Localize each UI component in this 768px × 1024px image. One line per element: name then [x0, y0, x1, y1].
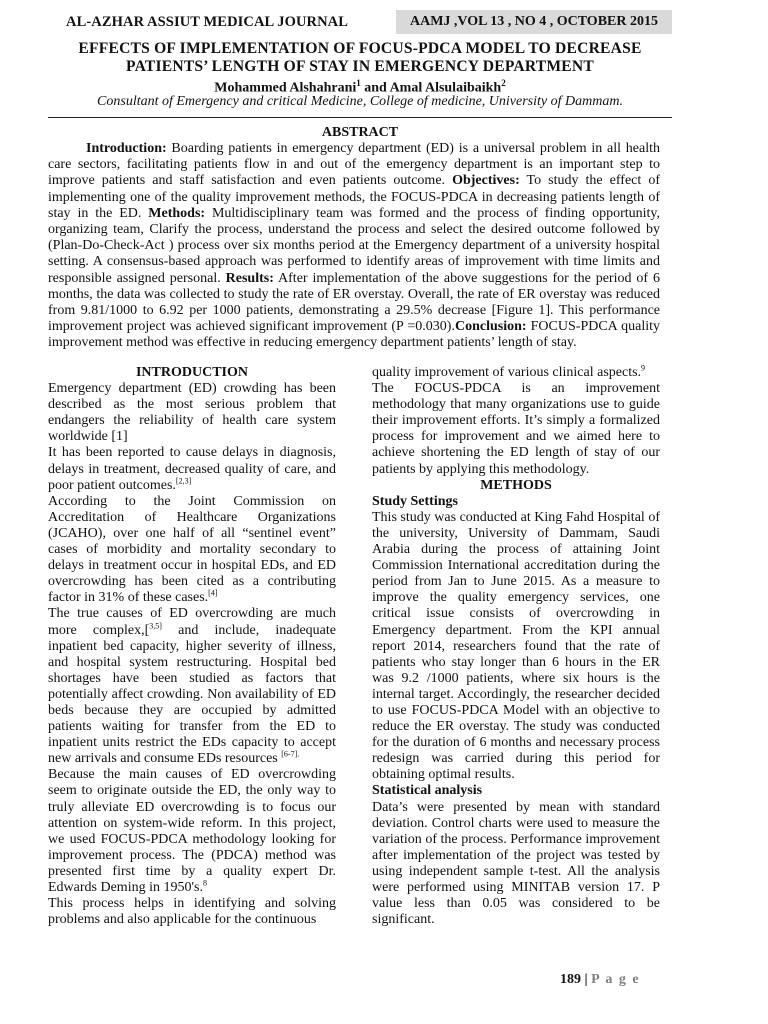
- abstract-results-text: After implementation of the above suggestions for the period of 6 months, the data was collected to study the rate of ER overstay. Overall, the rate of ER overstay was reduced from 9.81/1000 to 6.92 per 1000 patients, demonstrating a 29.5% decrease [Figure 1]. This performance improvement project was achieved significant improvement (P =0.030).: [48, 270, 660, 335]
- footer-separator: |: [581, 972, 592, 987]
- intro-continued-paragraph: [372, 365, 660, 381]
- issue-info: AAMJ ,VOL 13 , NO 4 , OCTOBER 2015: [396, 10, 672, 34]
- intro-paragraph-6: This process helps in identifying and solving problems and also applicable for the continuous: [48, 896, 336, 928]
- intro-paragraph-5-text: Because the main causes of ED overcrowding seem to originate outside the ED, the only way to truly alleviate ED overcrowding is to focus our attention on system-wide reform. In this project, we used FOCUS-PDCA methodology looking for improvement process. The (PDCA) method was presented first time by a quality expert Dr. Edwards Deming in 1950's.: [48, 767, 336, 895]
- abstract-conclusion-text: FOCUS-PDCA quality improvement method was effective in reducing emergency department patients’ length of stay.: [48, 319, 660, 351]
- abstract-methods-label: Methods:: [148, 205, 206, 221]
- journal-name: AL-AZHAR ASSIUT MEDICAL JOURNAL: [66, 14, 349, 30]
- statistical-analysis-heading: Statistical analysis: [372, 783, 483, 799]
- statistical-analysis-paragraph: Data’s were presented by mean with standard deviation. Control charts were used to measure the variation of the process. Performance improvement after implementation of the project was tested by using independent sample t-test. All the analysis were performed using MINITAB version 17. P value less than 0.05 was considered to be significant.: [372, 799, 660, 928]
- intro-paragraph-1: Emergency department (ED) crowding has been described as the most serious problem that endangers the reliability of health care system worldwide [1]: [48, 381, 336, 445]
- page-label: P a g e: [591, 972, 641, 987]
- study-settings-heading: Study Settings: [372, 493, 458, 509]
- title-line-1: EFFECTS OF IMPLEMENTATION OF FOCUS-PDCA MODEL TO DECREASE: [78, 40, 642, 57]
- intro-paragraph-4-text-a: The true causes of ED overcrowding are much more complex,[: [48, 606, 336, 638]
- page-footer: [560, 972, 680, 988]
- left-column: [48, 365, 336, 928]
- abstract-objectives-text: To study the effect of implementing one of the quality improvement methods, the FOCUS-PDCA in decreasing patients length of stay in the ED.: [48, 173, 660, 221]
- affiliation: Consultant of Emergency and critical Medicine, College of medicine, University of Dammam.: [97, 94, 623, 109]
- citation-3-5: 3,5]: [149, 620, 162, 630]
- intro-paragraph-3-text: According to the Joint Commission on Accreditation of Healthcare Organizations (JCAHO), over one half of all “sentinel event” cases of morbidity and mortality secondary to delays in treatment occur in hospital EDs, and ED overcrowding has been cited as a contributing factor in 31% of these cases.: [48, 493, 336, 606]
- abstract-heading: ABSTRACT: [321, 125, 399, 140]
- intro-paragraph-2-text: It has been reported to cause delays in diagnosis, delays in treatment, decreased quality of care, and poor patient outcomes.: [48, 445, 336, 493]
- citation-9: 9: [641, 363, 646, 373]
- abstract-methods-text: Multidisciplinary team was formed and the process of finding opportunity, organizing team, Clarify the process, understand the process and select the desired outcome followed by (Plan-Do-Check-Act ) process over six months period at the Emergency department of a university hospital setting. A consensus-based approach was performed to identify areas of improvement with time limits and responsible assigned personal.: [48, 205, 660, 286]
- header-divider: [48, 117, 672, 118]
- intro-continued-text: quality improvement of various clinical aspects.: [372, 365, 642, 380]
- study-settings-paragraph: This study was conducted at King Fahd Hospital of the university, University of Dammam, Saudi Arabia during the process of attaining Joint Commission International accreditation during the period from Jan to June 2015. As a measure to improve the quality emergency services, one critical issue consists of overcrowding in Emergency department. From the KPI annual report 2014, researchers found that the rate of patients who stay longer than 6 hours in the ER was 9.2 /1000 patients, where six hours is the internal target. Accordingly, the researcher decided to use FOCUS-PDCA Model with an objective to reduce the ER overstay. The study was conducted for the duration of 6 months and necessary process redesign was carried during this period for obtaining optimal results.: [372, 509, 660, 783]
- introduction-heading: INTRODUCTION: [135, 365, 248, 380]
- citation-4: [4]: [208, 588, 218, 598]
- intro-paragraph-5: [48, 767, 336, 896]
- citation-2-3: [2,3]: [175, 476, 192, 485]
- author-separator: and: [360, 80, 390, 96]
- focus-pdca-paragraph: The FOCUS-PDCA is an improvement methodology that many organizations use to guide their improvement efforts. It’s simply a formalized process for improvement and we aimed here to achieve shortening the ED length of stay of our patients by applying this methodology.: [372, 381, 660, 477]
- abstract-body: [48, 141, 660, 352]
- running-header: [48, 10, 672, 36]
- author-2: Amal Alsulaibaikh: [389, 80, 502, 96]
- intro-paragraph-4: [48, 606, 336, 767]
- abstract-intro-text: Boarding patients in emergency department (ED) is a universal problem in all health care sectors, facilitating patients flow in and out of the emergency department is an important step to improve patients and staff satisfaction and even patients outcome.: [48, 141, 660, 189]
- right-column: [372, 365, 660, 928]
- citation-8: 8: [202, 878, 207, 888]
- intro-paragraph-4-text-b: and include, inadequate inpatient bed capacity, higher severity of illness, and hospital system restructuring. Hospital bed shortages have been studied as factors that potentially affect crowding. Non availability of ED beds because they are occupied by admitted patients waiting for transfer from the ED to inpatient units restrict the EDs capacity to accept new arrivals and consume EDs resources: [48, 622, 336, 767]
- intro-paragraph-2: [48, 445, 336, 493]
- title-line-2: PATIENTS’ LENGTH OF STAY IN EMERGENCY DEPARTMENT: [126, 58, 594, 75]
- paper-title: [30, 40, 690, 76]
- author-1-affil-mark: 1: [356, 78, 361, 88]
- abstract-conclusion-label: Conclusion:: [454, 319, 527, 335]
- abstract-results-label: Results:: [225, 270, 274, 286]
- author-2-affil-mark: 2: [501, 78, 506, 88]
- abstract-objectives-label: Objectives:: [452, 173, 520, 189]
- page-number: 189: [560, 972, 581, 987]
- author-1: Mohammed Alshahrani: [214, 80, 357, 96]
- methods-heading: METHODS: [480, 477, 552, 493]
- abstract-intro-label: Introduction:: [86, 141, 167, 156]
- citation-6-7: [6-7].: [281, 749, 300, 759]
- intro-paragraph-3: [48, 494, 336, 607]
